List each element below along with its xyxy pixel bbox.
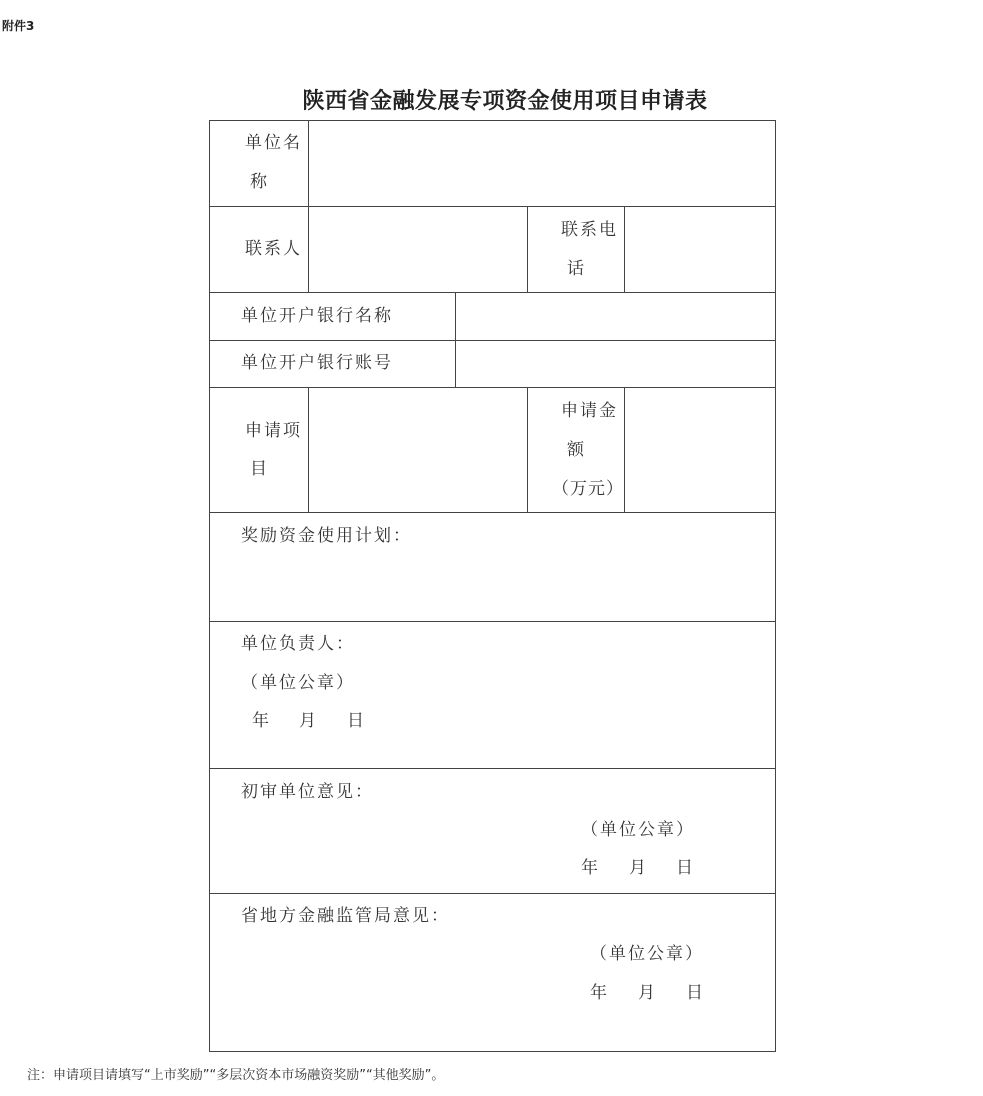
date-year: 年 [252, 711, 271, 731]
date-month: 月 [299, 711, 318, 731]
row-divider [209, 340, 776, 341]
bureau-date-year: 年 [590, 983, 609, 1003]
project-label: 申请项 [245, 421, 302, 441]
bank-account-label: 单位开户银行账号 [241, 353, 393, 373]
row-divider [209, 768, 776, 769]
contact-phone-label-cont: 话 [567, 259, 586, 279]
preliminary-seal-label: （单位公章） [581, 820, 695, 840]
unit-name-label-cont: 称 [250, 172, 269, 192]
contact-phone-label: 联系电 [561, 220, 618, 240]
row-divider [209, 621, 776, 622]
amount-unit-label: （万元） [552, 479, 624, 499]
footnote: 注：申请项目请填写“上市奖励”“多层次资本市场融资奖励”“其他奖励”。 [27, 1068, 445, 1083]
form-title: 陕西省金融发展专项资金使用项目申请表 [302, 88, 708, 114]
column-divider [455, 292, 456, 387]
column-divider [308, 120, 309, 292]
column-divider [624, 206, 625, 292]
bureau-date-month: 月 [638, 983, 657, 1003]
column-divider [308, 387, 309, 512]
preliminary-opinion-label: 初审单位意见： [241, 782, 374, 802]
row-divider [209, 512, 776, 513]
column-divider [527, 387, 528, 512]
application-form-table [209, 120, 776, 1052]
amount-label: 申请金 [561, 401, 618, 421]
row-divider [209, 292, 776, 293]
preliminary-date-day: 日 [676, 858, 695, 878]
row-divider [209, 206, 776, 207]
unit-name-label: 单位名 [245, 133, 302, 153]
bureau-seal-label: （单位公章） [590, 944, 704, 964]
date-day: 日 [347, 711, 366, 731]
row-divider [209, 387, 776, 388]
preliminary-date-year: 年 [581, 858, 600, 878]
column-divider [527, 206, 528, 292]
preliminary-date-month: 月 [629, 858, 648, 878]
column-divider [624, 387, 625, 512]
bureau-opinion-label: 省地方金融监管局意见： [241, 906, 450, 926]
amount-label-cont: 额 [567, 440, 586, 460]
unit-seal-label: （单位公章） [241, 673, 355, 693]
contact-person-label: 联系人 [245, 239, 302, 259]
bureau-date-day: 日 [686, 983, 705, 1003]
project-label-cont: 目 [250, 459, 269, 479]
attachment-label: 附件3 [2, 19, 35, 33]
row-divider [209, 893, 776, 894]
bank-name-label: 单位开户银行名称 [241, 306, 393, 326]
fund-plan-label: 奖励资金使用计划： [241, 526, 412, 546]
unit-head-label: 单位负责人： [241, 634, 355, 654]
